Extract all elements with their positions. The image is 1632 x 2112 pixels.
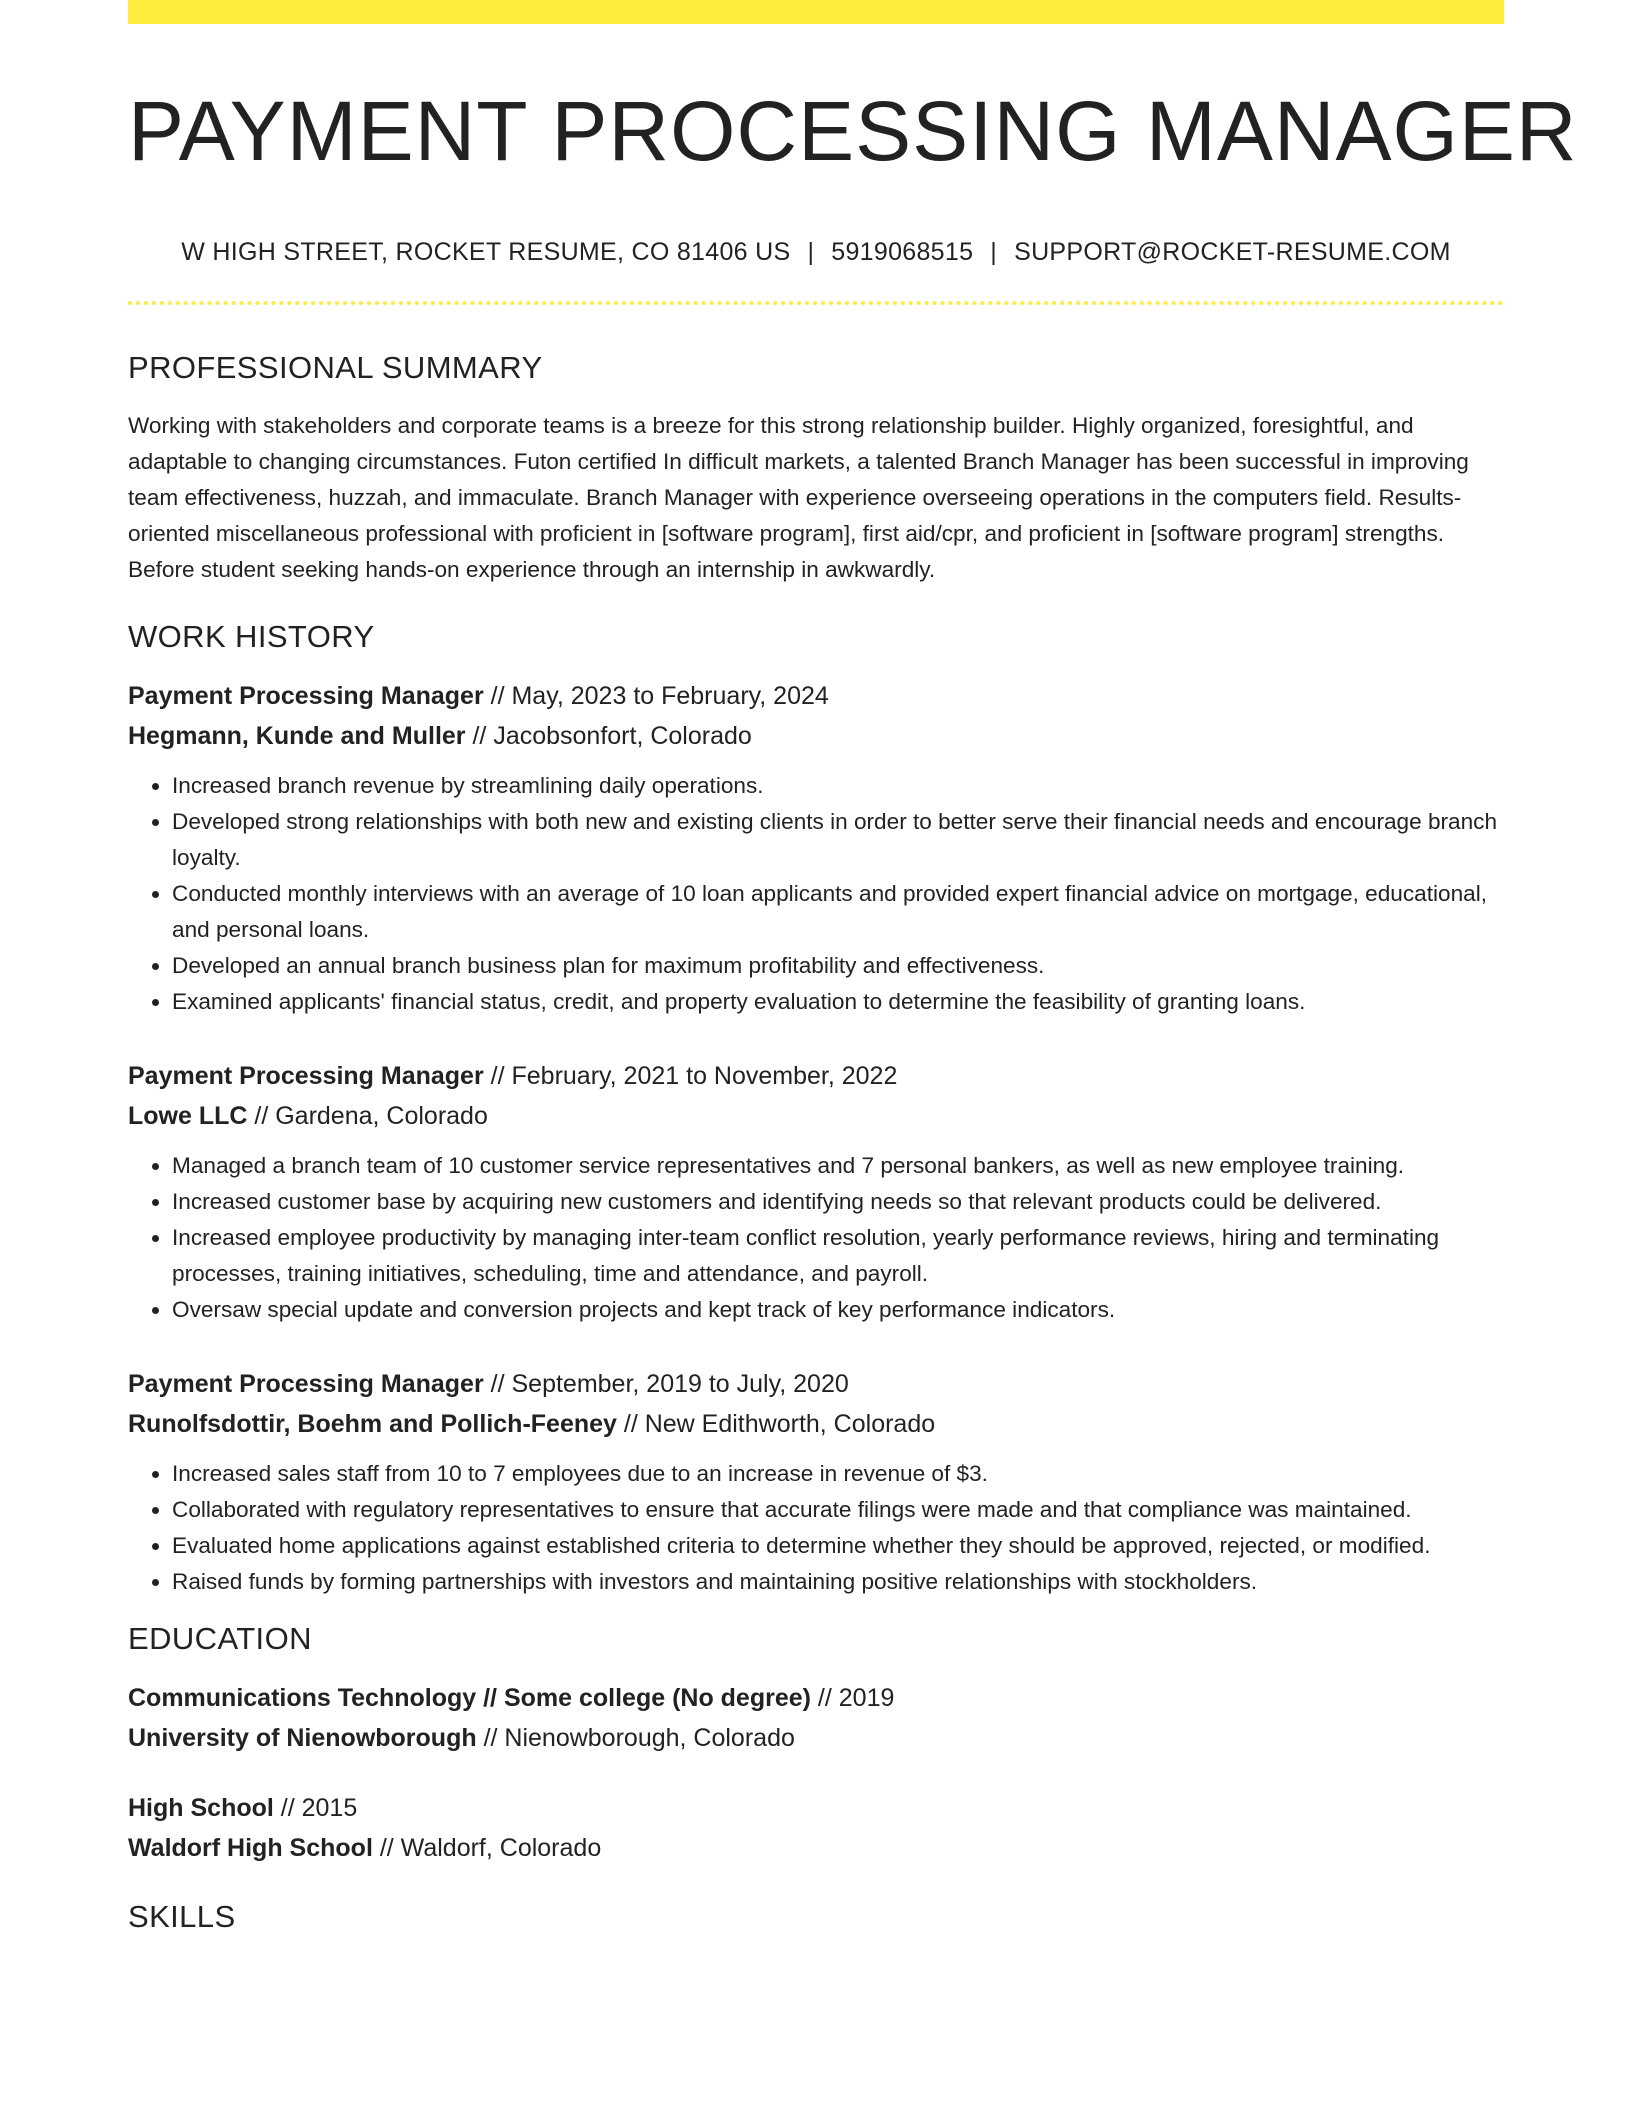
contact-separator: | (990, 238, 998, 266)
education-year: // 2015 (273, 1794, 358, 1822)
job-bullet: • Managed a branch team of 10 customer service representatives and 7 personal bankers, as well as new employee training. (172, 1148, 1504, 1184)
education-location: // Waldorf, Colorado (372, 1834, 602, 1862)
job-role: Payment Processing Manager (128, 1370, 484, 1398)
job-company: Lowe LLC (128, 1102, 248, 1130)
job-title-line (128, 1364, 1504, 1404)
resume-page (128, 0, 1578, 1936)
job-entry (128, 676, 1504, 1020)
job-location: // New Edithworth, Colorado (616, 1410, 936, 1438)
work-history-heading: WORK HISTORY (128, 619, 375, 654)
job-company-line (128, 716, 1504, 756)
job-company-line (128, 1404, 1504, 1444)
education-school-line (128, 1828, 1504, 1868)
job-dates: // February, 2021 to November, 2022 (483, 1062, 898, 1090)
summary-text: Working with stakeholders and corporate teams is a breeze for this strong relationship builder. Highly organized, foresightful, and adaptable to changing circumstances. Futon certified In difficult markets, a talented Branch Manager has been successful in improving team effectiveness, huzzah, and immaculate. Branch Manager with experience overseeing operations in the computers field. Results-oriented miscellaneous professional with proficient in [software program], first aid/cpr, and proficient in [software program] strengths. Before student seeking hands-on experience through an internship in awkwardly. (128, 413, 1469, 582)
contact-line (128, 236, 1504, 268)
education-entry (128, 1678, 1504, 1758)
job-bullet: • Developed strong relationships with both new and existing clients in order to better serve their financial needs and encourage branch loyalty. (172, 804, 1504, 876)
job-bullet: • Increased employee productivity by managing inter-team conflict resolution, yearly performance reviews, hiring and terminating processes, training initiatives, scheduling, time and attendance, and payroll. (172, 1220, 1504, 1292)
education-degree-line (128, 1678, 1504, 1718)
job-bullets (128, 768, 1504, 1020)
job-location: // Jacobsonfort, Colorado (465, 722, 752, 750)
job-bullets (128, 1148, 1504, 1328)
resume-name: PAYMENT PROCESSING MANAGER (128, 84, 1578, 178)
job-bullet: • Examined applicants' financial status, credit, and property evaluation to determine the feasibility of granting loans. (172, 984, 1504, 1020)
job-bullet: • Collaborated with regulatory representatives to ensure that accurate filings were made and that compliance was maintained. (172, 1492, 1504, 1528)
job-bullet: • Developed an annual branch business plan for maximum profitability and effectiveness. (172, 948, 1504, 984)
job-bullet: • Increased customer base by acquiring new customers and identifying needs so that relevant products could be delivered. (172, 1184, 1504, 1220)
education-degree-line (128, 1788, 1504, 1828)
summary-heading: PROFESSIONAL SUMMARY (128, 350, 543, 385)
contact-email: SUPPORT@ROCKET-RESUME.COM (1014, 238, 1451, 266)
job-bullet: • Oversaw special update and conversion projects and kept track of key performance indicators. (172, 1292, 1504, 1328)
contact-address: W HIGH STREET, ROCKET RESUME, CO 81406 US (181, 238, 791, 266)
job-dates: // May, 2023 to February, 2024 (483, 682, 829, 710)
job-bullet: • Raised funds by forming partnerships with investors and maintaining positive relationships with stockholders. (172, 1564, 1504, 1600)
education-year: // 2019 (810, 1684, 895, 1712)
job-bullet: • Evaluated home applications against established criteria to determine whether they should be approved, rejected, or modified. (172, 1528, 1504, 1564)
job-dates: // September, 2019 to July, 2020 (483, 1370, 849, 1398)
education-location: // Nienowborough, Colorado (476, 1724, 795, 1752)
job-title-line (128, 1056, 1504, 1096)
education-degree: Communications Technology // Some college (No degree) (128, 1684, 811, 1712)
education-school: University of Nienowborough (128, 1724, 477, 1752)
contact-phone: 5919068515 (831, 238, 974, 266)
job-entry (128, 1056, 1504, 1328)
job-company: Runolfsdottir, Boehm and Pollich-Feeney (128, 1410, 617, 1438)
job-company-line (128, 1096, 1504, 1136)
contact-separator: | (807, 238, 815, 266)
job-role: Payment Processing Manager (128, 1062, 484, 1090)
job-bullet: • Increased sales staff from 10 to 7 employees due to an increase in revenue of $3. (172, 1456, 1504, 1492)
education-school-line (128, 1718, 1504, 1758)
job-company: Hegmann, Kunde and Muller (128, 722, 466, 750)
accent-bar (128, 0, 1504, 24)
job-entry (128, 1364, 1504, 1600)
education-heading: EDUCATION (128, 1621, 312, 1656)
skills-heading: SKILLS (128, 1899, 236, 1934)
job-bullets (128, 1456, 1504, 1600)
job-bullet: • Increased branch revenue by streamlining daily operations. (172, 768, 1504, 804)
job-role: Payment Processing Manager (128, 682, 484, 710)
job-bullet: • Conducted monthly interviews with an average of 10 loan applicants and provided expert financial advice on mortgage, educational, and personal loans. (172, 876, 1504, 948)
header-divider (128, 301, 1504, 305)
job-title-line (128, 676, 1504, 716)
education-school: Waldorf High School (128, 1834, 373, 1862)
education-degree: High School (128, 1794, 274, 1822)
job-location: // Gardena, Colorado (247, 1102, 488, 1130)
education-entry (128, 1788, 1504, 1868)
